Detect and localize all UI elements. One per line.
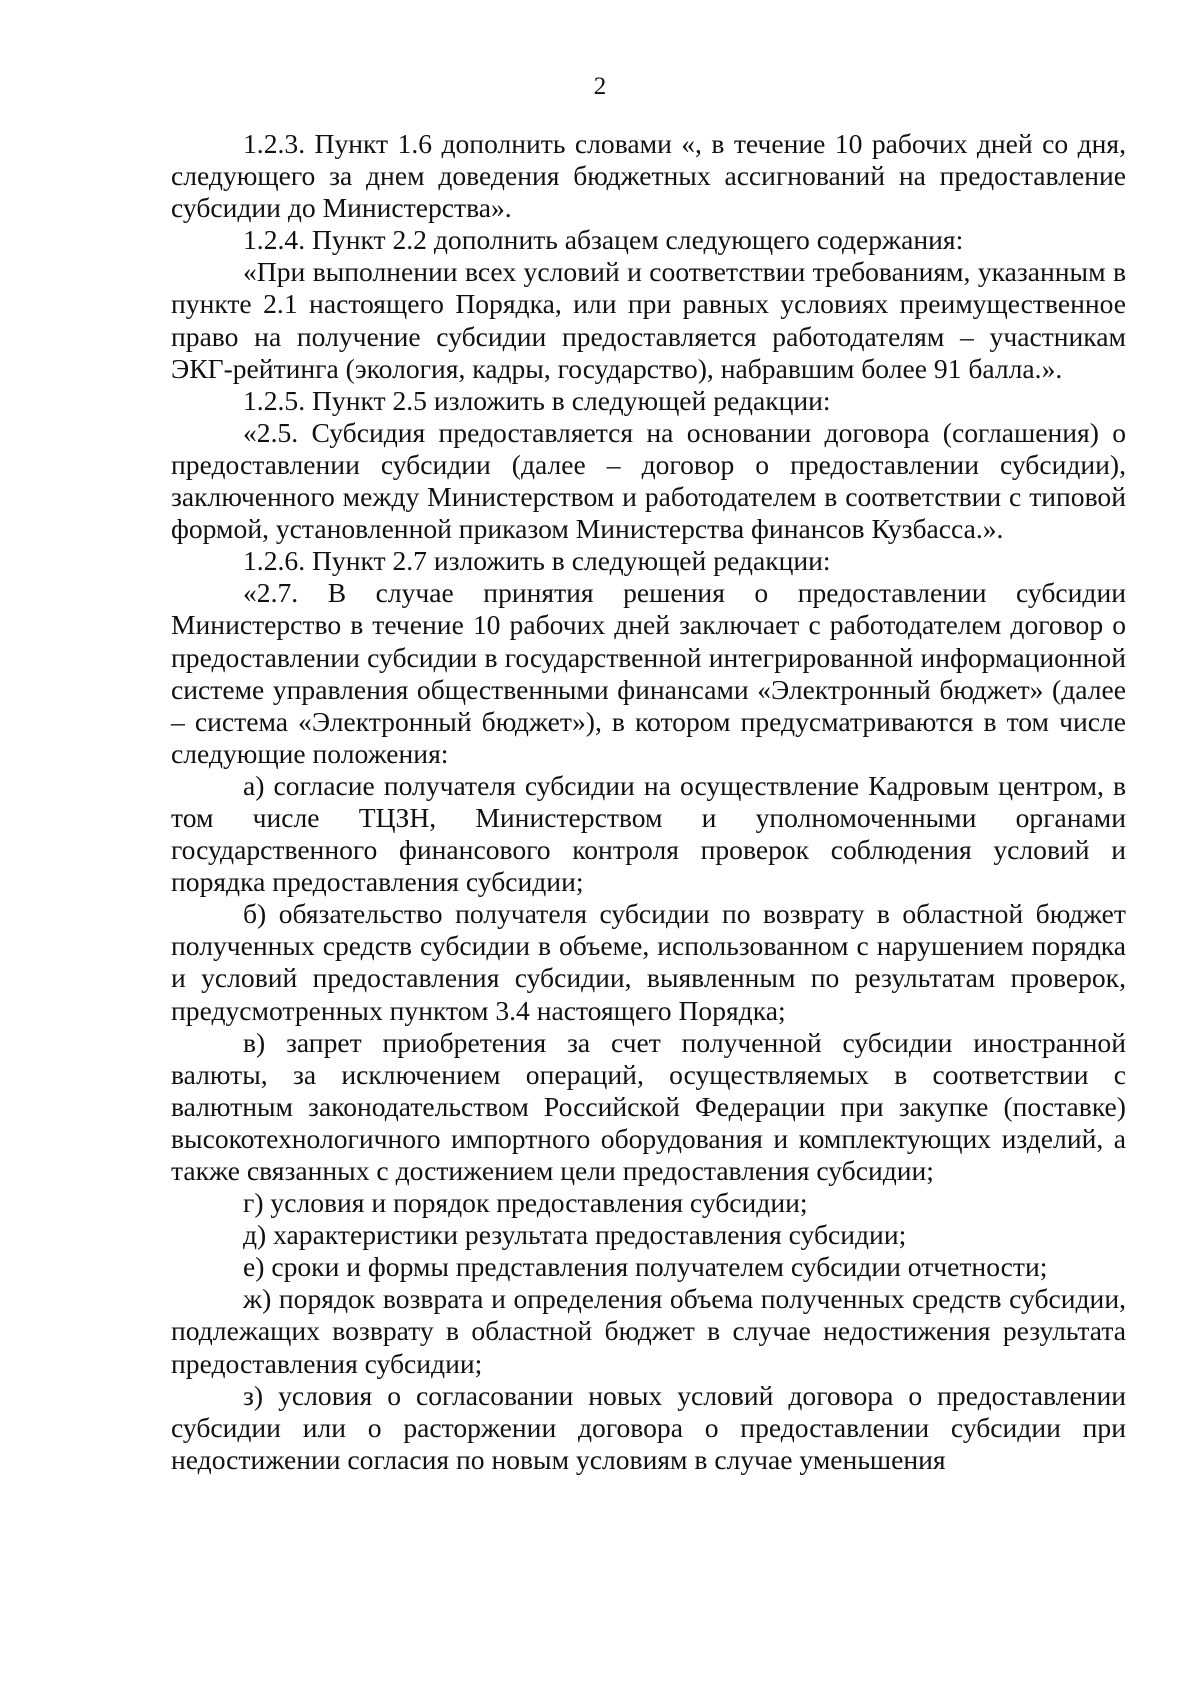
list-item-zh: ж) порядок возврата и определения объема полученных средств субсидии, подлежащих возврату в областной бюджет в случае недостижения результата предоставления субсидии;: [171, 1283, 1126, 1379]
list-item-e: е) сроки и формы представления получателем субсидии отчетности;: [243, 1251, 1048, 1283]
paragraph-1-2-3: 1.2.3. Пункт 1.6 дополнить словами «, в течение 10 рабочих дней со дня, следующего за днем доведения бюджетных ассигнований на предоставление субсидии до Министерства».: [171, 128, 1126, 224]
paragraph-1-2-6: 1.2.6. Пункт 2.7 изложить в следующей редакции:: [243, 545, 831, 577]
list-item-b: б) обязательство получателя субсидии по возврату в областной бюджет полученных средств субсидии в объеме, использованном с нарушением порядка и условий предоставления субсидии, выявленным по результатам проверок, предусмотренных пунктом 3.4 настоящего Порядка;: [171, 898, 1126, 1026]
paragraph-quote-2-2: «При выполнении всех условий и соответствии требованиям, указанным в пункте 2.1 настоящего Порядка, или при равных условиях преимущественное право на получение субсидии предоставляется работодателям – участникам ЭКГ-рейтинга (экология, кадры, государство), набравшим более 91 балла.».: [171, 256, 1126, 384]
page-number: 2: [593, 73, 607, 100]
paragraph-1-2-5: 1.2.5. Пункт 2.5 изложить в следующей редакции:: [243, 384, 831, 416]
list-item-v: в) запрет приобретения за счет полученной субсидии иностранной валюты, за исключением операций, осуществляемых в соответствии с валютным законодательством Российской Федерации при закупке (поставке) высокотехнологичного импортного оборудования и комплектующих изделий, а также связанных с достижением цели предоставления субсидии;: [171, 1026, 1126, 1186]
paragraph-quote-2-7: «2.7. В случае принятия решения о предоставлении субсидии Министерство в течение 10 рабочих дней заключает с работодателем договор о предоставлении субсидии в государственной интегрированной информационной системе управления общественными финансами «Электронный бюджет» (далее – система «Электронный бюджет»), в котором предусматриваются в том числе следующие положения:: [171, 577, 1126, 769]
list-item-g: г) условия и порядок предоставления субсидии;: [243, 1187, 808, 1219]
paragraph-1-2-4: 1.2.4. Пункт 2.2 дополнить абзацем следующего содержания:: [243, 224, 964, 256]
list-item-a: а) согласие получателя субсидии на осуществление Кадровым центром, в том числе ТЦЗН, Министерством и уполномоченными органами государственного финансового контроля проверок соблюдения условий и порядка предоставления субсидии;: [171, 769, 1126, 898]
list-item-z: з) условия о согласовании новых условий договора о предоставлении субсидии или о расторжении договора о предоставлении субсидии при недостижении согласия по новым условиям в случае уменьшения: [171, 1379, 1126, 1475]
document-body: [171, 128, 1126, 1476]
paragraph-quote-2-5: «2.5. Субсидия предоставляется на основании договора (соглашения) о предоставлении субсидии (далее – договор о предоставлении субсидии), заключенного между Министерством и работодателем в соответствии с типовой формой, установленной приказом Министерства финансов Кузбасса.».: [171, 416, 1126, 545]
list-item-d: д) характеристики результата предоставления субсидии;: [243, 1219, 907, 1251]
